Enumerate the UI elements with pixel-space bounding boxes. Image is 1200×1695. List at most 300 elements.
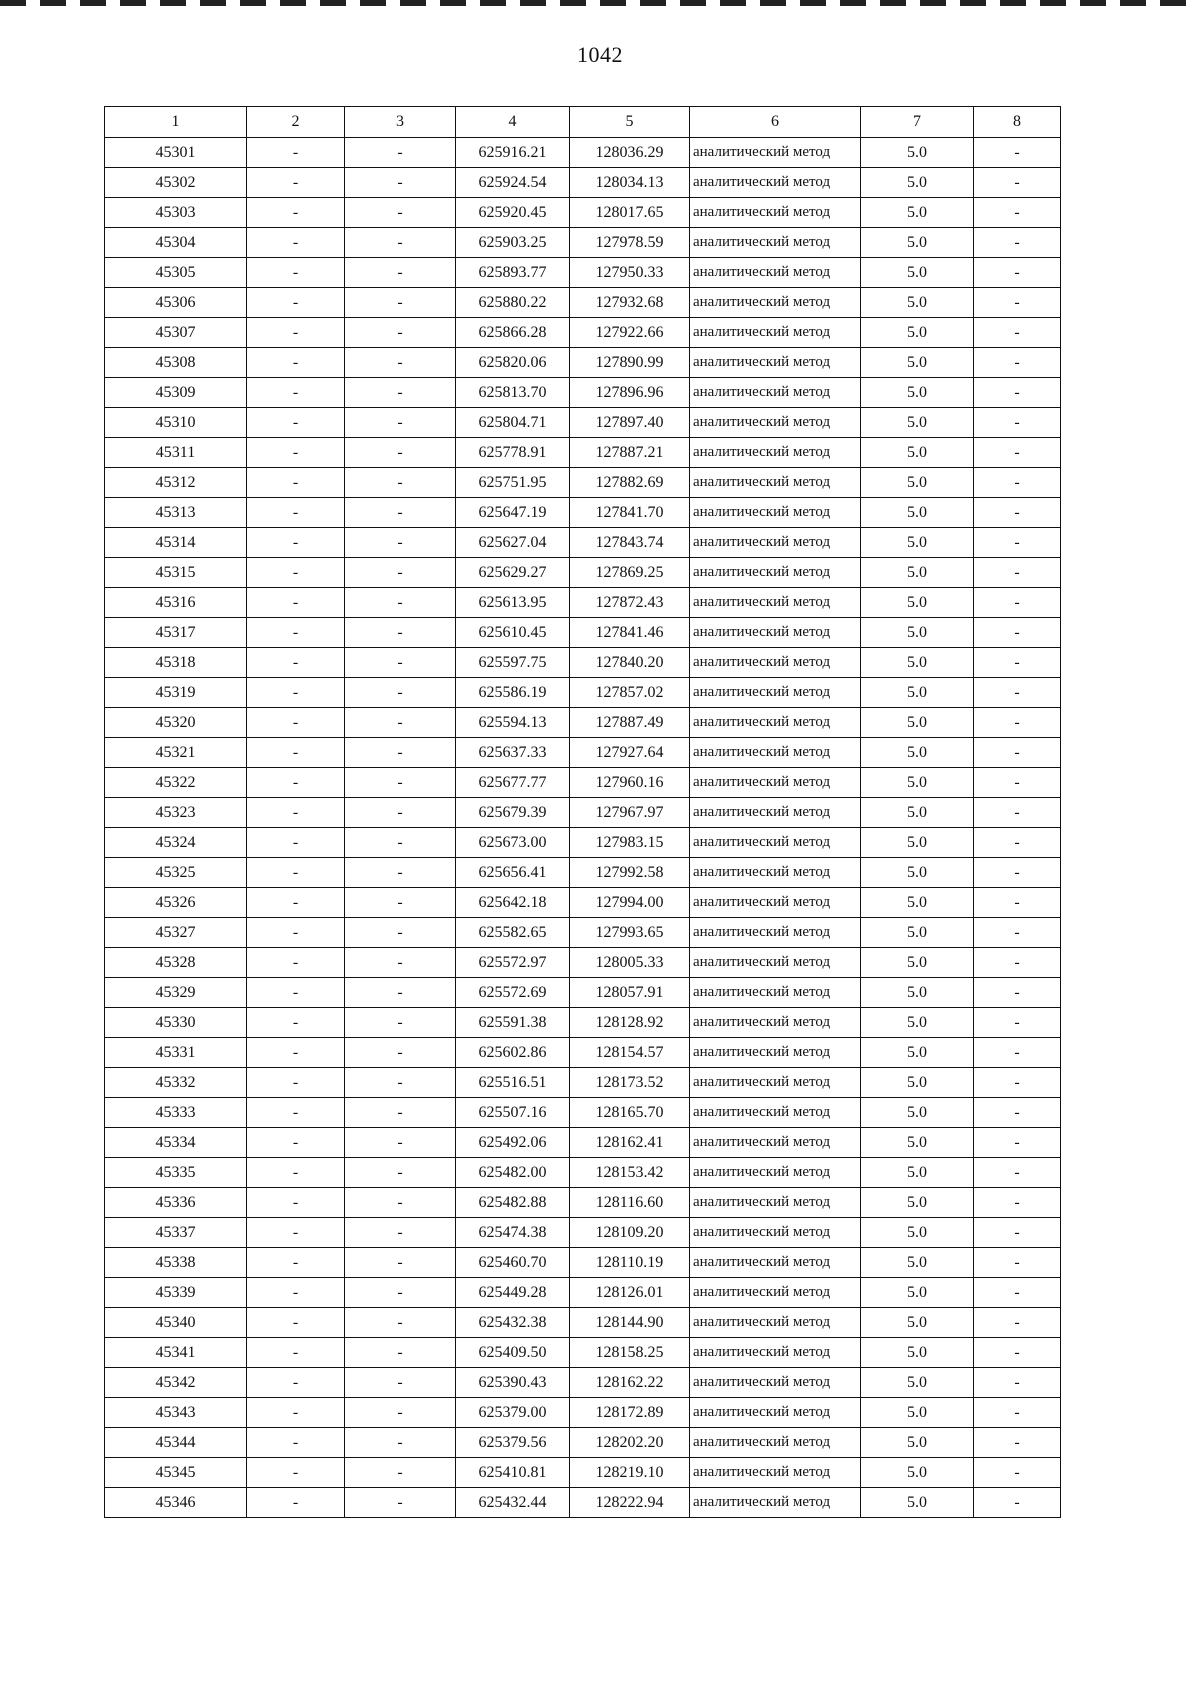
coordinate-y-cell: 127843.74 <box>570 528 690 558</box>
table-row <box>105 1368 1061 1398</box>
column-2-cell: - <box>247 1038 345 1068</box>
column-3-cell: - <box>345 168 456 198</box>
column-8-cell: - <box>974 828 1061 858</box>
method-cell: аналитический метод <box>690 498 861 528</box>
column-2-cell: - <box>247 738 345 768</box>
column-8-cell: - <box>974 1128 1061 1158</box>
column-2-cell: - <box>247 258 345 288</box>
column-3-cell: - <box>345 198 456 228</box>
column-2-cell: - <box>247 528 345 558</box>
coordinate-x-cell: 625597.75 <box>456 648 570 678</box>
accuracy-cell: 5.0 <box>861 408 974 438</box>
scan-edge-marks <box>0 0 1200 6</box>
column-2-cell: - <box>247 558 345 588</box>
column-2-cell: - <box>247 1368 345 1398</box>
table-row <box>105 168 1061 198</box>
point-number-cell: 45330 <box>105 1008 247 1038</box>
table-row <box>105 588 1061 618</box>
table-row <box>105 918 1061 948</box>
column-2-cell: - <box>247 138 345 168</box>
column-3-cell: - <box>345 678 456 708</box>
point-number-cell: 45339 <box>105 1278 247 1308</box>
column-header-3: 3 <box>345 107 456 138</box>
column-8-cell: - <box>974 588 1061 618</box>
coordinate-y-cell: 128162.22 <box>570 1368 690 1398</box>
method-cell: аналитический метод <box>690 828 861 858</box>
column-8-cell: - <box>974 408 1061 438</box>
method-cell: аналитический метод <box>690 1098 861 1128</box>
method-cell: аналитический метод <box>690 1218 861 1248</box>
coordinate-x-cell: 625647.19 <box>456 498 570 528</box>
point-number-cell: 45344 <box>105 1428 247 1458</box>
point-number-cell: 45312 <box>105 468 247 498</box>
table-row <box>105 1458 1061 1488</box>
method-cell: аналитический метод <box>690 408 861 438</box>
accuracy-cell: 5.0 <box>861 168 974 198</box>
point-number-cell: 45343 <box>105 1398 247 1428</box>
method-cell: аналитический метод <box>690 1248 861 1278</box>
coordinate-y-cell: 127932.68 <box>570 288 690 318</box>
column-3-cell: - <box>345 318 456 348</box>
column-2-cell: - <box>247 648 345 678</box>
accuracy-cell: 5.0 <box>861 1308 974 1338</box>
coordinate-y-cell: 128110.19 <box>570 1248 690 1278</box>
point-number-cell: 45337 <box>105 1218 247 1248</box>
accuracy-cell: 5.0 <box>861 558 974 588</box>
point-number-cell: 45316 <box>105 588 247 618</box>
method-cell: аналитический метод <box>690 1428 861 1458</box>
table-row <box>105 228 1061 258</box>
coordinate-y-cell: 128158.25 <box>570 1338 690 1368</box>
coordinate-x-cell: 625610.45 <box>456 618 570 648</box>
column-8-cell: - <box>974 888 1061 918</box>
coordinates-table <box>104 106 1061 1518</box>
method-cell: аналитический метод <box>690 678 861 708</box>
coordinate-x-cell: 625582.65 <box>456 918 570 948</box>
coordinate-y-cell: 127872.43 <box>570 588 690 618</box>
method-cell: аналитический метод <box>690 1398 861 1428</box>
column-2-cell: - <box>247 408 345 438</box>
column-header-5: 5 <box>570 107 690 138</box>
column-8-cell: - <box>974 228 1061 258</box>
method-cell: аналитический метод <box>690 228 861 258</box>
table-row <box>105 348 1061 378</box>
column-2-cell: - <box>247 678 345 708</box>
column-8-cell: - <box>974 1278 1061 1308</box>
method-cell: аналитический метод <box>690 468 861 498</box>
column-8-cell: - <box>974 738 1061 768</box>
table-row <box>105 558 1061 588</box>
table-row <box>105 1068 1061 1098</box>
table-row <box>105 408 1061 438</box>
coordinate-y-cell: 127927.64 <box>570 738 690 768</box>
accuracy-cell: 5.0 <box>861 768 974 798</box>
method-cell: аналитический метод <box>690 258 861 288</box>
column-8-cell: - <box>974 918 1061 948</box>
accuracy-cell: 5.0 <box>861 888 974 918</box>
coordinate-y-cell: 127897.40 <box>570 408 690 438</box>
column-8-cell: - <box>974 708 1061 738</box>
column-8-cell: - <box>974 1158 1061 1188</box>
column-8-cell: - <box>974 648 1061 678</box>
column-8-cell: - <box>974 1488 1061 1518</box>
column-3-cell: - <box>345 1278 456 1308</box>
accuracy-cell: 5.0 <box>861 948 974 978</box>
method-cell: аналитический метод <box>690 288 861 318</box>
page-number: 1042 <box>577 42 623 67</box>
method-cell: аналитический метод <box>690 168 861 198</box>
coordinate-y-cell: 127887.21 <box>570 438 690 468</box>
coordinate-x-cell: 625920.45 <box>456 198 570 228</box>
table-row <box>105 1218 1061 1248</box>
point-number-cell: 45332 <box>105 1068 247 1098</box>
method-cell: аналитический метод <box>690 528 861 558</box>
column-8-cell: - <box>974 798 1061 828</box>
coordinate-x-cell: 625409.50 <box>456 1338 570 1368</box>
coordinate-x-cell: 625924.54 <box>456 168 570 198</box>
point-number-cell: 45336 <box>105 1188 247 1218</box>
accuracy-cell: 5.0 <box>861 1338 974 1368</box>
point-number-cell: 45314 <box>105 528 247 558</box>
coordinate-y-cell: 128222.94 <box>570 1488 690 1518</box>
column-3-cell: - <box>345 768 456 798</box>
coordinate-x-cell: 625492.06 <box>456 1128 570 1158</box>
accuracy-cell: 5.0 <box>861 438 974 468</box>
table-row <box>105 948 1061 978</box>
coordinate-x-cell: 625637.33 <box>456 738 570 768</box>
table-row <box>105 1038 1061 1068</box>
accuracy-cell: 5.0 <box>861 1068 974 1098</box>
column-2-cell: - <box>247 378 345 408</box>
table-row <box>105 1398 1061 1428</box>
coordinate-x-cell: 625893.77 <box>456 258 570 288</box>
coordinate-x-cell: 625572.97 <box>456 948 570 978</box>
column-8-cell: - <box>974 1068 1061 1098</box>
accuracy-cell: 5.0 <box>861 648 974 678</box>
point-number-cell: 45315 <box>105 558 247 588</box>
coordinate-x-cell: 625379.56 <box>456 1428 570 1458</box>
coordinate-x-cell: 625804.71 <box>456 408 570 438</box>
method-cell: аналитический метод <box>690 738 861 768</box>
column-2-cell: - <box>247 858 345 888</box>
coordinate-y-cell: 127993.65 <box>570 918 690 948</box>
column-2-cell: - <box>247 978 345 1008</box>
coordinate-x-cell: 625516.51 <box>456 1068 570 1098</box>
coordinate-y-cell: 128202.20 <box>570 1428 690 1458</box>
column-3-cell: - <box>345 468 456 498</box>
coordinate-x-cell: 625642.18 <box>456 888 570 918</box>
column-8-cell: - <box>974 1188 1061 1218</box>
coordinate-x-cell: 625778.91 <box>456 438 570 468</box>
column-2-cell: - <box>247 1068 345 1098</box>
coordinate-x-cell: 625820.06 <box>456 348 570 378</box>
coordinate-y-cell: 127960.16 <box>570 768 690 798</box>
point-number-cell: 45328 <box>105 948 247 978</box>
accuracy-cell: 5.0 <box>861 348 974 378</box>
accuracy-cell: 5.0 <box>861 1428 974 1458</box>
table-row <box>105 1308 1061 1338</box>
column-2-cell: - <box>247 828 345 858</box>
coordinate-x-cell: 625866.28 <box>456 318 570 348</box>
method-cell: аналитический метод <box>690 588 861 618</box>
column-8-cell: - <box>974 768 1061 798</box>
column-2-cell: - <box>247 588 345 618</box>
column-8-cell: - <box>974 1458 1061 1488</box>
coordinate-x-cell: 625594.13 <box>456 708 570 738</box>
point-number-cell: 45325 <box>105 858 247 888</box>
column-3-cell: - <box>345 1158 456 1188</box>
column-8-cell: - <box>974 618 1061 648</box>
coordinate-x-cell: 625432.38 <box>456 1308 570 1338</box>
column-3-cell: - <box>345 1248 456 1278</box>
coordinate-x-cell: 625673.00 <box>456 828 570 858</box>
accuracy-cell: 5.0 <box>861 528 974 558</box>
point-number-cell: 45313 <box>105 498 247 528</box>
table-row <box>105 828 1061 858</box>
column-3-cell: - <box>345 498 456 528</box>
column-8-cell: - <box>974 198 1061 228</box>
point-number-cell: 45335 <box>105 1158 247 1188</box>
coordinate-x-cell: 625482.88 <box>456 1188 570 1218</box>
accuracy-cell: 5.0 <box>861 318 974 348</box>
accuracy-cell: 5.0 <box>861 708 974 738</box>
coordinate-y-cell: 128017.65 <box>570 198 690 228</box>
method-cell: аналитический метод <box>690 378 861 408</box>
coordinate-y-cell: 128128.92 <box>570 1008 690 1038</box>
method-cell: аналитический метод <box>690 708 861 738</box>
column-3-cell: - <box>345 1428 456 1458</box>
column-2-cell: - <box>247 468 345 498</box>
coordinate-y-cell: 128154.57 <box>570 1038 690 1068</box>
coordinate-y-cell: 127869.25 <box>570 558 690 588</box>
point-number-cell: 45323 <box>105 798 247 828</box>
method-cell: аналитический метод <box>690 1038 861 1068</box>
point-number-cell: 45324 <box>105 828 247 858</box>
method-cell: аналитический метод <box>690 798 861 828</box>
column-3-cell: - <box>345 408 456 438</box>
column-3-cell: - <box>345 828 456 858</box>
accuracy-cell: 5.0 <box>861 1128 974 1158</box>
column-3-cell: - <box>345 1068 456 1098</box>
table-row <box>105 768 1061 798</box>
coordinate-y-cell: 127983.15 <box>570 828 690 858</box>
coordinate-y-cell: 127978.59 <box>570 228 690 258</box>
accuracy-cell: 5.0 <box>861 678 974 708</box>
point-number-cell: 45319 <box>105 678 247 708</box>
column-3-cell: - <box>345 1008 456 1038</box>
method-cell: аналитический метод <box>690 1158 861 1188</box>
method-cell: аналитический метод <box>690 1008 861 1038</box>
table-row <box>105 378 1061 408</box>
accuracy-cell: 5.0 <box>861 1038 974 1068</box>
coordinate-x-cell: 625629.27 <box>456 558 570 588</box>
table-row <box>105 198 1061 228</box>
column-2-cell: - <box>247 438 345 468</box>
point-number-cell: 45304 <box>105 228 247 258</box>
method-cell: аналитический метод <box>690 858 861 888</box>
table-row <box>105 468 1061 498</box>
column-3-cell: - <box>345 438 456 468</box>
table-row <box>105 888 1061 918</box>
coordinate-y-cell: 127890.99 <box>570 348 690 378</box>
point-number-cell: 45340 <box>105 1308 247 1338</box>
table-row <box>105 498 1061 528</box>
column-header-4: 4 <box>456 107 570 138</box>
point-number-cell: 45307 <box>105 318 247 348</box>
point-number-cell: 45331 <box>105 1038 247 1068</box>
column-3-cell: - <box>345 1218 456 1248</box>
column-8-cell: - <box>974 498 1061 528</box>
point-number-cell: 45308 <box>105 348 247 378</box>
table-row <box>105 978 1061 1008</box>
coordinate-y-cell: 127950.33 <box>570 258 690 288</box>
coordinate-x-cell: 625482.00 <box>456 1158 570 1188</box>
coordinate-x-cell: 625507.16 <box>456 1098 570 1128</box>
header-row <box>105 107 1061 138</box>
column-3-cell: - <box>345 1128 456 1158</box>
coordinate-x-cell: 625679.39 <box>456 798 570 828</box>
column-2-cell: - <box>247 318 345 348</box>
table-body <box>105 138 1061 1518</box>
column-3-cell: - <box>345 1368 456 1398</box>
column-3-cell: - <box>345 258 456 288</box>
coordinates-table-container <box>104 106 1060 1518</box>
coordinate-x-cell: 625410.81 <box>456 1458 570 1488</box>
table-row <box>105 1338 1061 1368</box>
method-cell: аналитический метод <box>690 318 861 348</box>
coordinate-y-cell: 128173.52 <box>570 1068 690 1098</box>
coordinate-y-cell: 127841.46 <box>570 618 690 648</box>
coordinate-x-cell: 625432.44 <box>456 1488 570 1518</box>
method-cell: аналитический метод <box>690 198 861 228</box>
coordinate-x-cell: 625474.38 <box>456 1218 570 1248</box>
table-row <box>105 528 1061 558</box>
column-3-cell: - <box>345 1188 456 1218</box>
method-cell: аналитический метод <box>690 1188 861 1218</box>
accuracy-cell: 5.0 <box>861 468 974 498</box>
column-8-cell: - <box>974 678 1061 708</box>
method-cell: аналитический метод <box>690 1308 861 1338</box>
column-header-8: 8 <box>974 107 1061 138</box>
column-3-cell: - <box>345 348 456 378</box>
column-2-cell: - <box>247 1398 345 1428</box>
accuracy-cell: 5.0 <box>861 858 974 888</box>
column-8-cell: - <box>974 978 1061 1008</box>
column-2-cell: - <box>247 1098 345 1128</box>
accuracy-cell: 5.0 <box>861 1218 974 1248</box>
coordinate-y-cell: 128165.70 <box>570 1098 690 1128</box>
table-row <box>105 678 1061 708</box>
column-2-cell: - <box>247 768 345 798</box>
point-number-cell: 45309 <box>105 378 247 408</box>
column-header-1: 1 <box>105 107 247 138</box>
column-2-cell: - <box>247 498 345 528</box>
column-8-cell: - <box>974 138 1061 168</box>
method-cell: аналитический метод <box>690 1278 861 1308</box>
accuracy-cell: 5.0 <box>861 1458 974 1488</box>
column-8-cell: - <box>974 1008 1061 1038</box>
column-2-cell: - <box>247 1308 345 1338</box>
method-cell: аналитический метод <box>690 978 861 1008</box>
table-header <box>105 107 1061 138</box>
coordinate-y-cell: 128036.29 <box>570 138 690 168</box>
coordinate-x-cell: 625613.95 <box>456 588 570 618</box>
column-8-cell: - <box>974 1368 1061 1398</box>
table-row <box>105 798 1061 828</box>
coordinate-y-cell: 128057.91 <box>570 978 690 1008</box>
column-3-cell: - <box>345 978 456 1008</box>
column-8-cell: - <box>974 1038 1061 1068</box>
coordinate-x-cell: 625390.43 <box>456 1368 570 1398</box>
accuracy-cell: 5.0 <box>861 1188 974 1218</box>
column-8-cell: - <box>974 1248 1061 1278</box>
coordinate-x-cell: 625591.38 <box>456 1008 570 1038</box>
column-3-cell: - <box>345 528 456 558</box>
accuracy-cell: 5.0 <box>861 1488 974 1518</box>
column-8-cell: - <box>974 1398 1061 1428</box>
accuracy-cell: 5.0 <box>861 1278 974 1308</box>
accuracy-cell: 5.0 <box>861 828 974 858</box>
method-cell: аналитический метод <box>690 1128 861 1158</box>
coordinate-x-cell: 625460.70 <box>456 1248 570 1278</box>
column-8-cell: - <box>974 1428 1061 1458</box>
coordinate-y-cell: 128162.41 <box>570 1128 690 1158</box>
column-2-cell: - <box>247 198 345 228</box>
point-number-cell: 45333 <box>105 1098 247 1128</box>
point-number-cell: 45327 <box>105 918 247 948</box>
column-3-cell: - <box>345 708 456 738</box>
column-3-cell: - <box>345 228 456 258</box>
column-8-cell: - <box>974 468 1061 498</box>
coordinate-y-cell: 127922.66 <box>570 318 690 348</box>
table-row <box>105 1248 1061 1278</box>
table-row <box>105 738 1061 768</box>
coordinate-y-cell: 128153.42 <box>570 1158 690 1188</box>
table-row <box>105 708 1061 738</box>
table-row <box>105 1128 1061 1158</box>
table-row <box>105 618 1061 648</box>
table-row <box>105 1278 1061 1308</box>
coordinate-y-cell: 128172.89 <box>570 1398 690 1428</box>
column-3-cell: - <box>345 738 456 768</box>
method-cell: аналитический метод <box>690 438 861 468</box>
accuracy-cell: 5.0 <box>861 978 974 1008</box>
accuracy-cell: 5.0 <box>861 918 974 948</box>
accuracy-cell: 5.0 <box>861 738 974 768</box>
column-3-cell: - <box>345 858 456 888</box>
column-3-cell: - <box>345 648 456 678</box>
column-header-2: 2 <box>247 107 345 138</box>
column-3-cell: - <box>345 798 456 828</box>
coordinate-y-cell: 128126.01 <box>570 1278 690 1308</box>
point-number-cell: 45346 <box>105 1488 247 1518</box>
point-number-cell: 45321 <box>105 738 247 768</box>
accuracy-cell: 5.0 <box>861 618 974 648</box>
coordinate-y-cell: 127967.97 <box>570 798 690 828</box>
column-2-cell: - <box>247 798 345 828</box>
table-row <box>105 858 1061 888</box>
method-cell: аналитический метод <box>690 1458 861 1488</box>
table-row <box>105 1488 1061 1518</box>
method-cell: аналитический метод <box>690 918 861 948</box>
table-row <box>105 258 1061 288</box>
coordinate-y-cell: 127896.96 <box>570 378 690 408</box>
column-3-cell: - <box>345 1098 456 1128</box>
method-cell: аналитический метод <box>690 348 861 378</box>
accuracy-cell: 5.0 <box>861 288 974 318</box>
coordinate-y-cell: 127992.58 <box>570 858 690 888</box>
column-8-cell: - <box>974 1338 1061 1368</box>
